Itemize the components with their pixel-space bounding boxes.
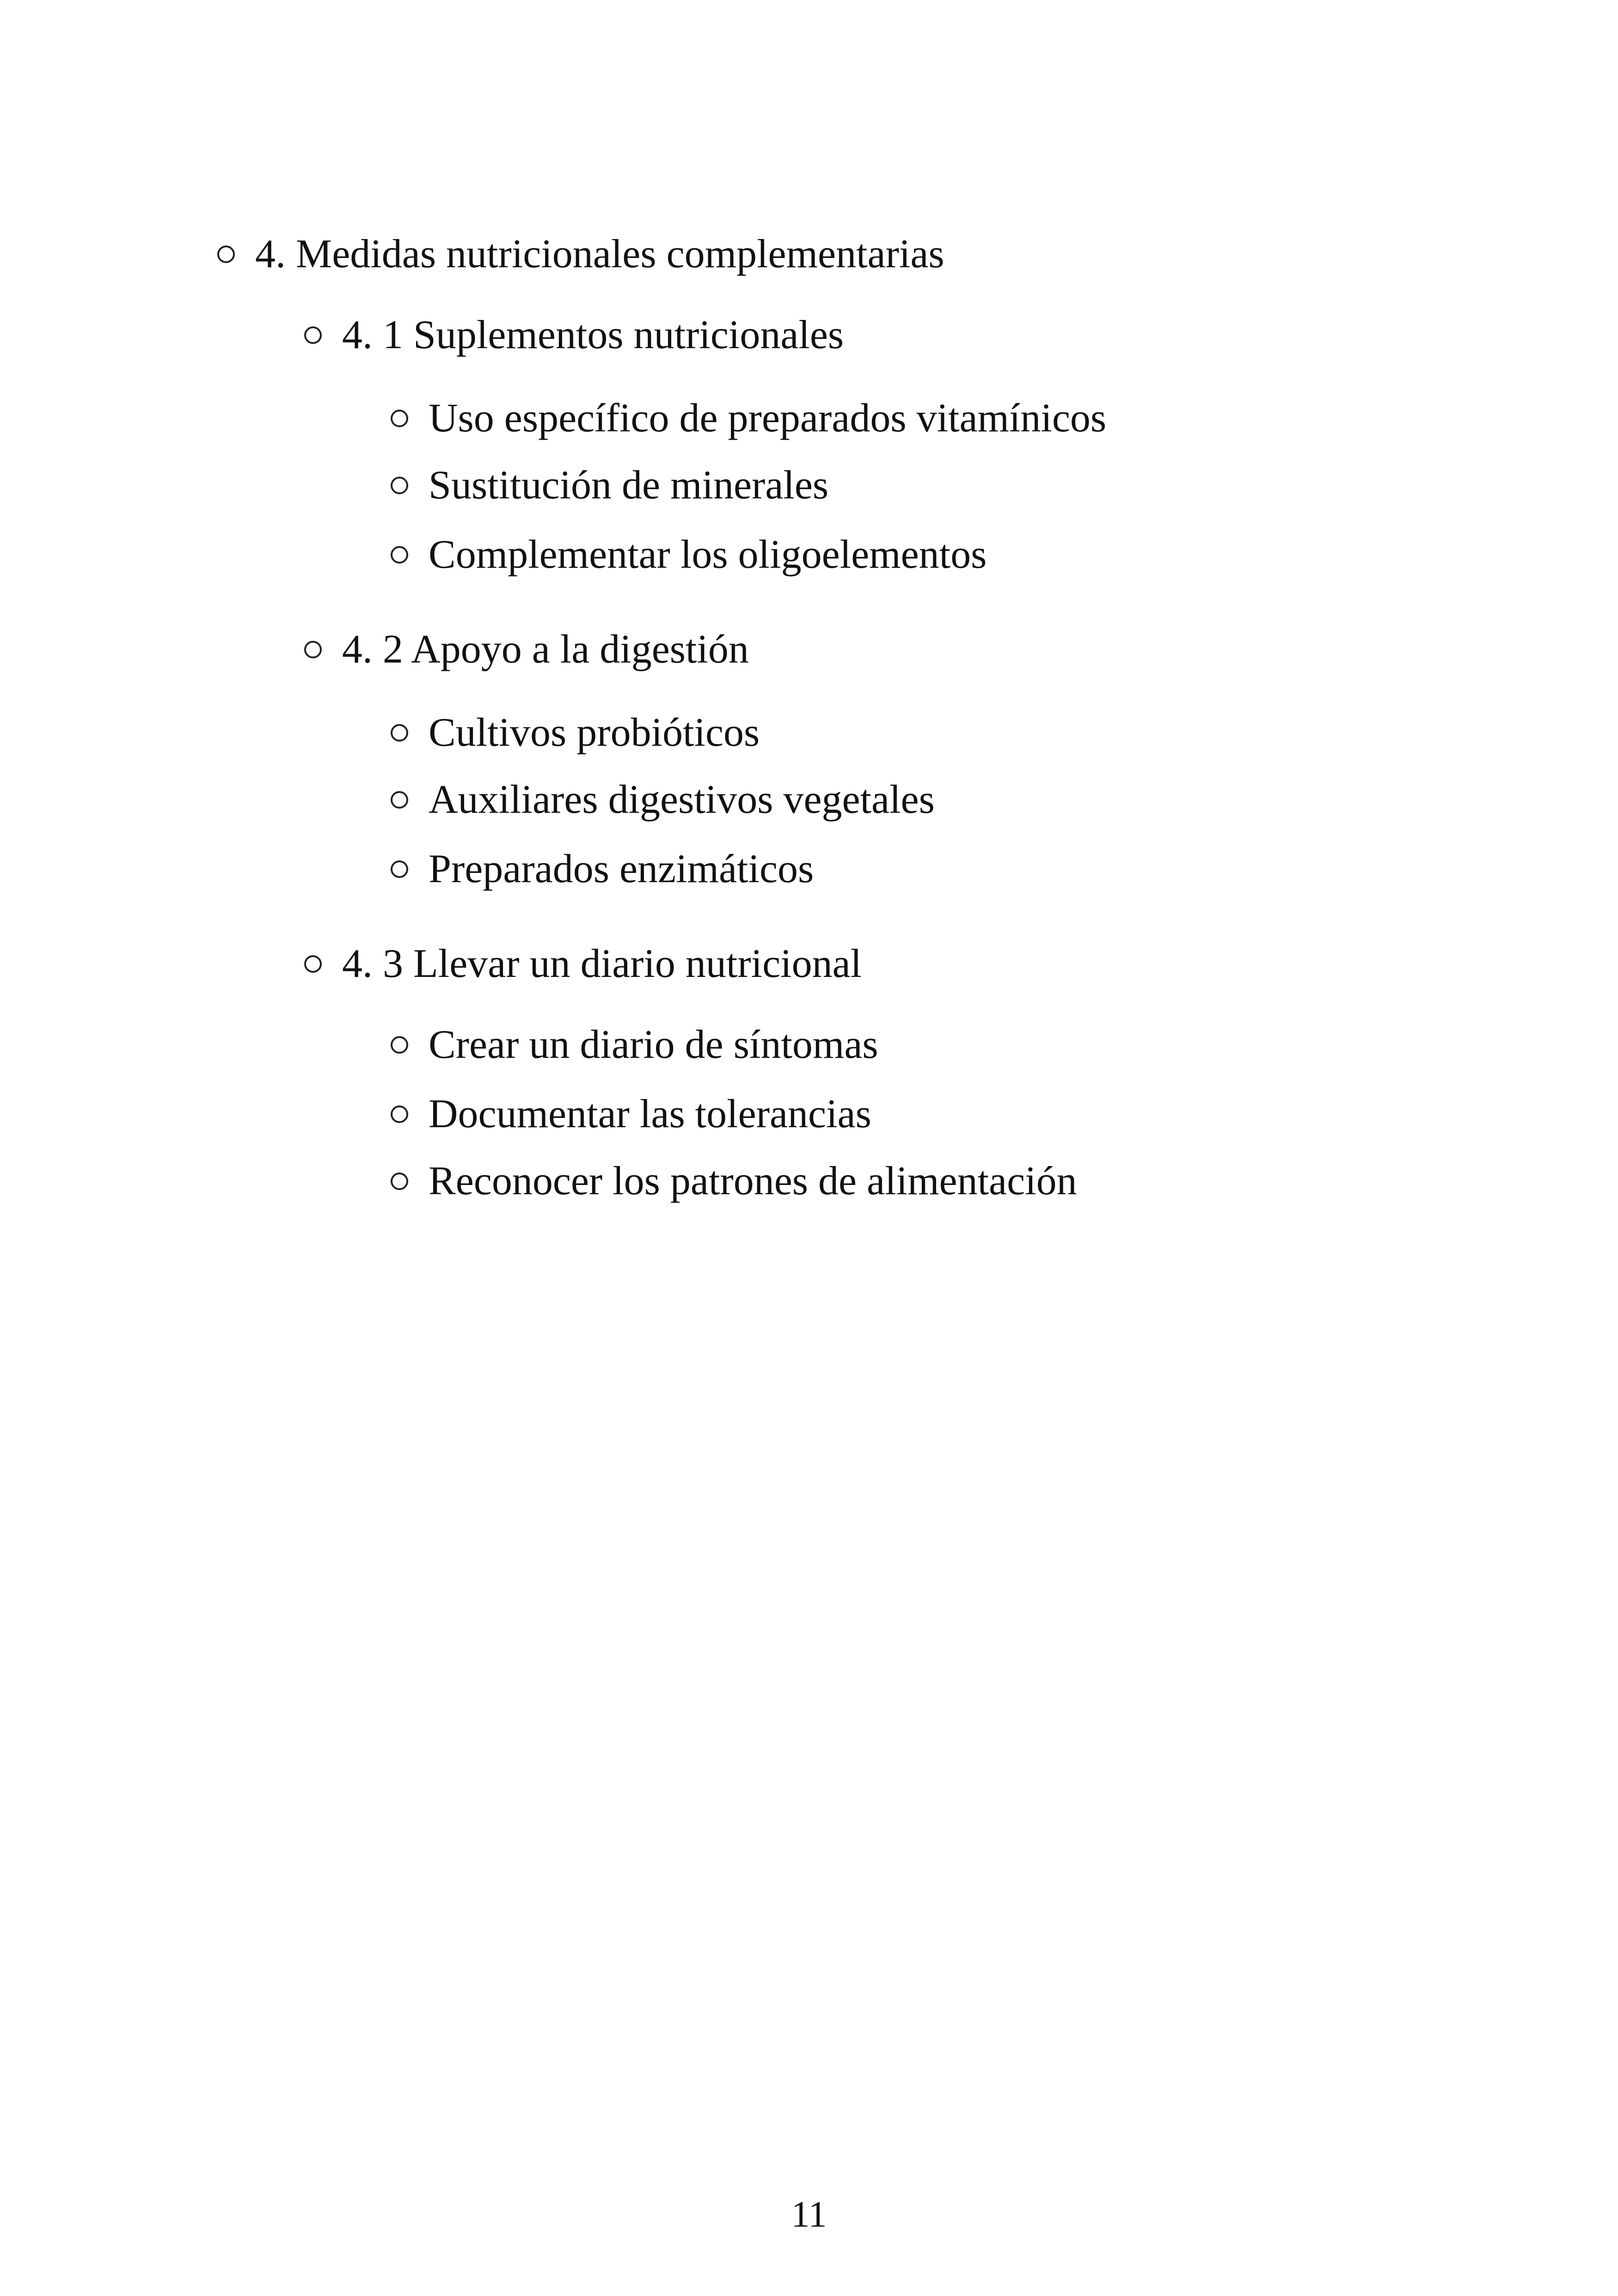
subsection-title: 4. 1 Suplementos nutricionales bbox=[342, 313, 844, 357]
item-text: Complementar los oligoelementos bbox=[429, 532, 987, 577]
hollow-bullet-icon bbox=[391, 791, 408, 809]
hollow-bullet-icon bbox=[304, 955, 322, 973]
hollow-bullet-icon bbox=[391, 546, 408, 564]
item-text: Preparados enzimáticos bbox=[429, 847, 814, 891]
item-text: Cultivos probióticos bbox=[429, 710, 760, 755]
outline-item bbox=[391, 710, 760, 756]
item-text: Uso específico de preparados vitamínicos bbox=[429, 396, 1107, 441]
hollow-bullet-icon bbox=[304, 641, 322, 658]
outline-subsection bbox=[304, 626, 749, 673]
item-text: Documentar las tolerancias bbox=[429, 1092, 871, 1136]
outline-subsection bbox=[304, 312, 844, 358]
section-title: 4. Medidas nutricionales complementarias bbox=[255, 232, 944, 276]
hollow-bullet-icon bbox=[304, 326, 322, 344]
item-text: Sustitución de minerales bbox=[429, 463, 829, 508]
outline-item bbox=[391, 395, 1106, 442]
hollow-bullet-icon bbox=[391, 724, 408, 742]
subsection-title: 4. 2 Apoyo a la digestión bbox=[342, 627, 749, 672]
hollow-bullet-icon bbox=[217, 246, 235, 263]
outline-item bbox=[391, 777, 935, 823]
subsection-title: 4. 3 Llevar un diario nutricional bbox=[342, 941, 862, 986]
outline-subsection bbox=[304, 941, 862, 987]
page-number: 11 bbox=[791, 2194, 827, 2235]
outline-item bbox=[391, 532, 987, 578]
hollow-bullet-icon bbox=[391, 860, 408, 878]
outline-section bbox=[217, 231, 944, 277]
outline-item bbox=[391, 1158, 1077, 1204]
hollow-bullet-icon bbox=[391, 477, 408, 494]
hollow-bullet-icon bbox=[391, 1036, 408, 1054]
hollow-bullet-icon bbox=[391, 1105, 408, 1123]
item-text: Auxiliares digestivos vegetales bbox=[429, 777, 935, 822]
outline-item bbox=[391, 1022, 878, 1068]
hollow-bullet-icon bbox=[391, 1173, 408, 1190]
outline-item bbox=[391, 1091, 871, 1137]
outline-item bbox=[391, 846, 814, 892]
item-text: Reconocer los patrones de alimentación bbox=[429, 1159, 1077, 1203]
item-text: Crear un diario de síntomas bbox=[429, 1022, 878, 1067]
hollow-bullet-icon bbox=[391, 410, 408, 427]
outline-item bbox=[391, 462, 828, 509]
